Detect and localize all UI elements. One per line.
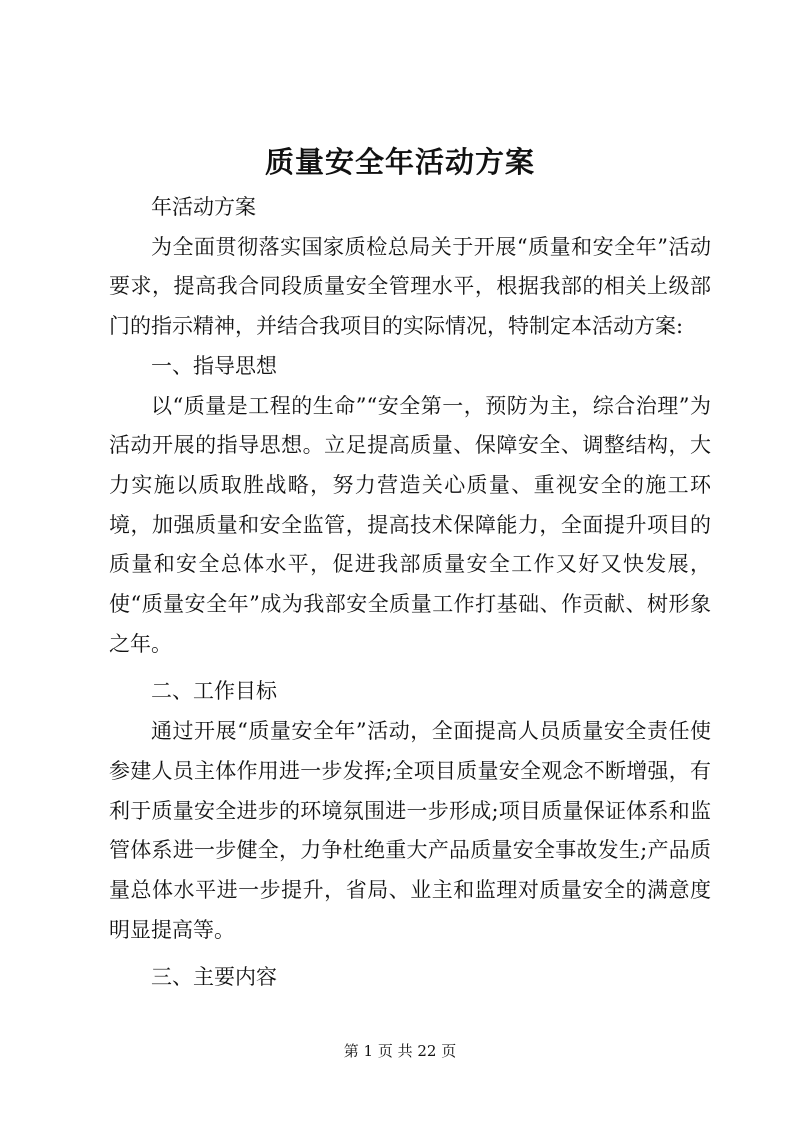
page-number-footer: 第 1 页 共 22 页	[343, 1042, 457, 1060]
intro-paragraph: 为全面贯彻落实国家质检总局关于开展“质量和安全年”活动要求，提高我合同段质量安全管理水平，根据我部的相关上级部门的指示精神，并结合我项目的实际情况，特制定本活动方案:	[109, 234, 711, 339]
document-body	[109, 188, 711, 998]
section-heading-guiding-ideology: 一、指导思想	[151, 353, 277, 378]
section-heading-main-content: 三、主要内容	[151, 965, 277, 990]
section-heading-work-goals: 二、工作目标	[151, 679, 277, 704]
subtitle: 年活动方案	[151, 195, 256, 219]
section-text-work-goals: 通过开展“质量安全年”活动，全面提高人员质量安全责任使参建人员主体作用进一步发挥;全项目质量安全观念不断增强，有利于质量安全进步的环境氛围进一步形成;项目质量保证体系和监管体系进一步健全，力争杜绝重大产品质量安全事故发生;产品质量总体水平进一步提升，省局、业主和监理对质量安全的满意度明显提高等。	[109, 719, 711, 942]
document-title: 质量安全年活动方案	[264, 145, 535, 179]
section-text-guiding-ideology: 以“质量是工程的生命”“安全第一，预防为主，综合治理”为活动开展的指导思想。立足提高质量、保障安全、调整结构，大力实施以质取胜战略，努力营造关心质量、重视安全的施工环境，加强质量和安全监管，提高技术保障能力，全面提升项目的质量和安全总体水平，促进我部质量安全工作又好又快发展，使“质量安全年”成为我部安全质量工作打基础、作贡献、树形象之年。	[109, 393, 711, 656]
